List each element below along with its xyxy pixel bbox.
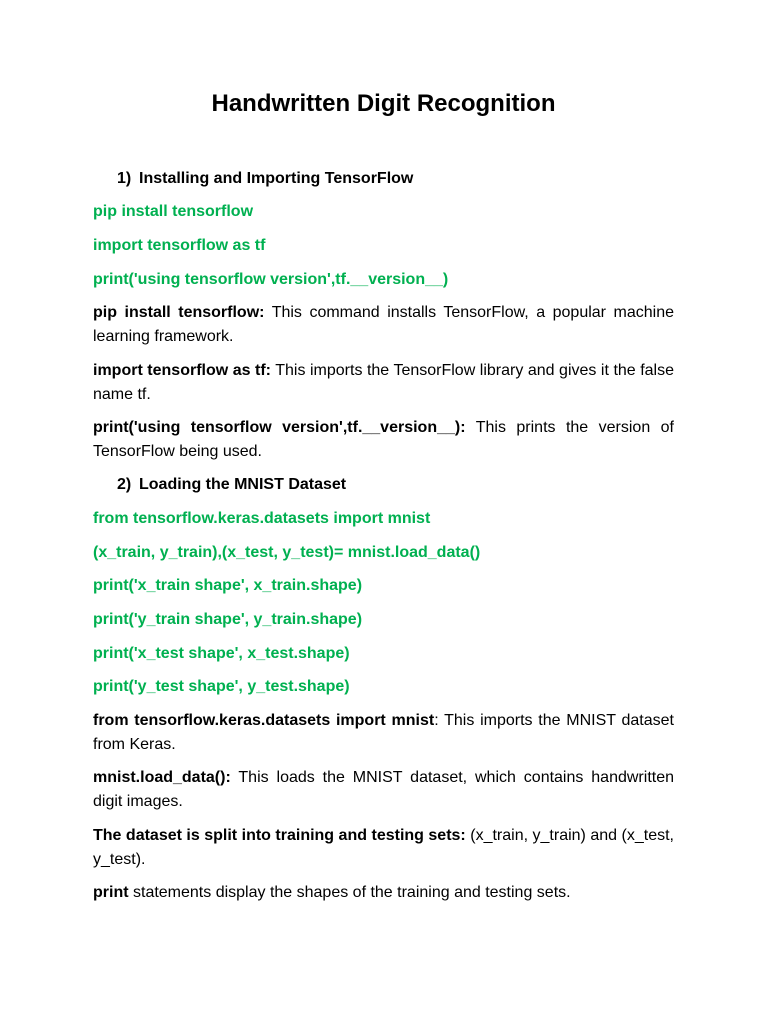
code-line: from tensorflow.keras.datasets import mnist — [93, 510, 431, 527]
code-line: (x_train, y_train),(x_test, y_test)= mnist.load_data() — [93, 544, 481, 561]
code-line: print('y_test shape', y_test.shape) — [93, 678, 350, 695]
page-title: Handwritten Digit Recognition — [211, 90, 556, 117]
section-heading-text: Installing and Importing TensorFlow — [139, 170, 414, 187]
section-number: 1) — [117, 170, 132, 187]
code-line: print('using tensorflow version',tf.__version__) — [93, 271, 449, 288]
explanation-term: pip install tensorflow: — [93, 304, 265, 321]
section-heading-1 — [117, 167, 413, 191]
code-line: print('y_train shape', y_train.shape) — [93, 611, 363, 628]
explanation-paragraph — [93, 881, 674, 905]
explanation-paragraph — [93, 766, 674, 814]
explanation-paragraph — [93, 359, 674, 407]
explanation-term: print — [93, 884, 129, 901]
explanation-text: This loads the MNIST dataset, which contains handwritten digit images. — [93, 769, 674, 810]
code-line: print('x_test shape', x_test.shape) — [93, 645, 350, 662]
explanation-term: The dataset is split into training and testing sets: — [93, 827, 466, 844]
code-line: print('x_train shape', x_train.shape) — [93, 577, 363, 594]
explanation-term: mnist.load_data(): — [93, 769, 231, 786]
explanation-paragraph — [93, 824, 674, 872]
section-heading-text: Loading the MNIST Dataset — [139, 476, 347, 493]
explanation-paragraph — [93, 301, 674, 349]
explanation-text: (x_train, y_train) and (x_test, y_test). — [93, 827, 674, 868]
explanation-term: print('using tensorflow version',tf.__version__): — [93, 419, 466, 436]
code-line: pip install tensorflow — [93, 203, 254, 220]
explanation-paragraph — [93, 709, 674, 757]
section-number: 2) — [117, 476, 132, 493]
explanation-text: : This imports the MNIST dataset from Keras. — [93, 712, 674, 753]
explanation-term: from tensorflow.keras.datasets import mnist — [93, 712, 435, 729]
explanation-text: This imports the TensorFlow library and gives it the false name tf. — [93, 362, 675, 403]
explanation-text: statements display the shapes of the training and testing sets. — [128, 884, 571, 901]
code-line: import tensorflow as tf — [93, 237, 266, 254]
explanation-text: This command installs TensorFlow, a popular machine learning framework. — [93, 304, 674, 345]
explanation-term: import tensorflow as tf: — [93, 362, 272, 379]
explanation-paragraph — [93, 416, 674, 464]
explanation-text: This prints the version of TensorFlow being used. — [93, 419, 675, 460]
section-heading-2 — [117, 473, 346, 497]
